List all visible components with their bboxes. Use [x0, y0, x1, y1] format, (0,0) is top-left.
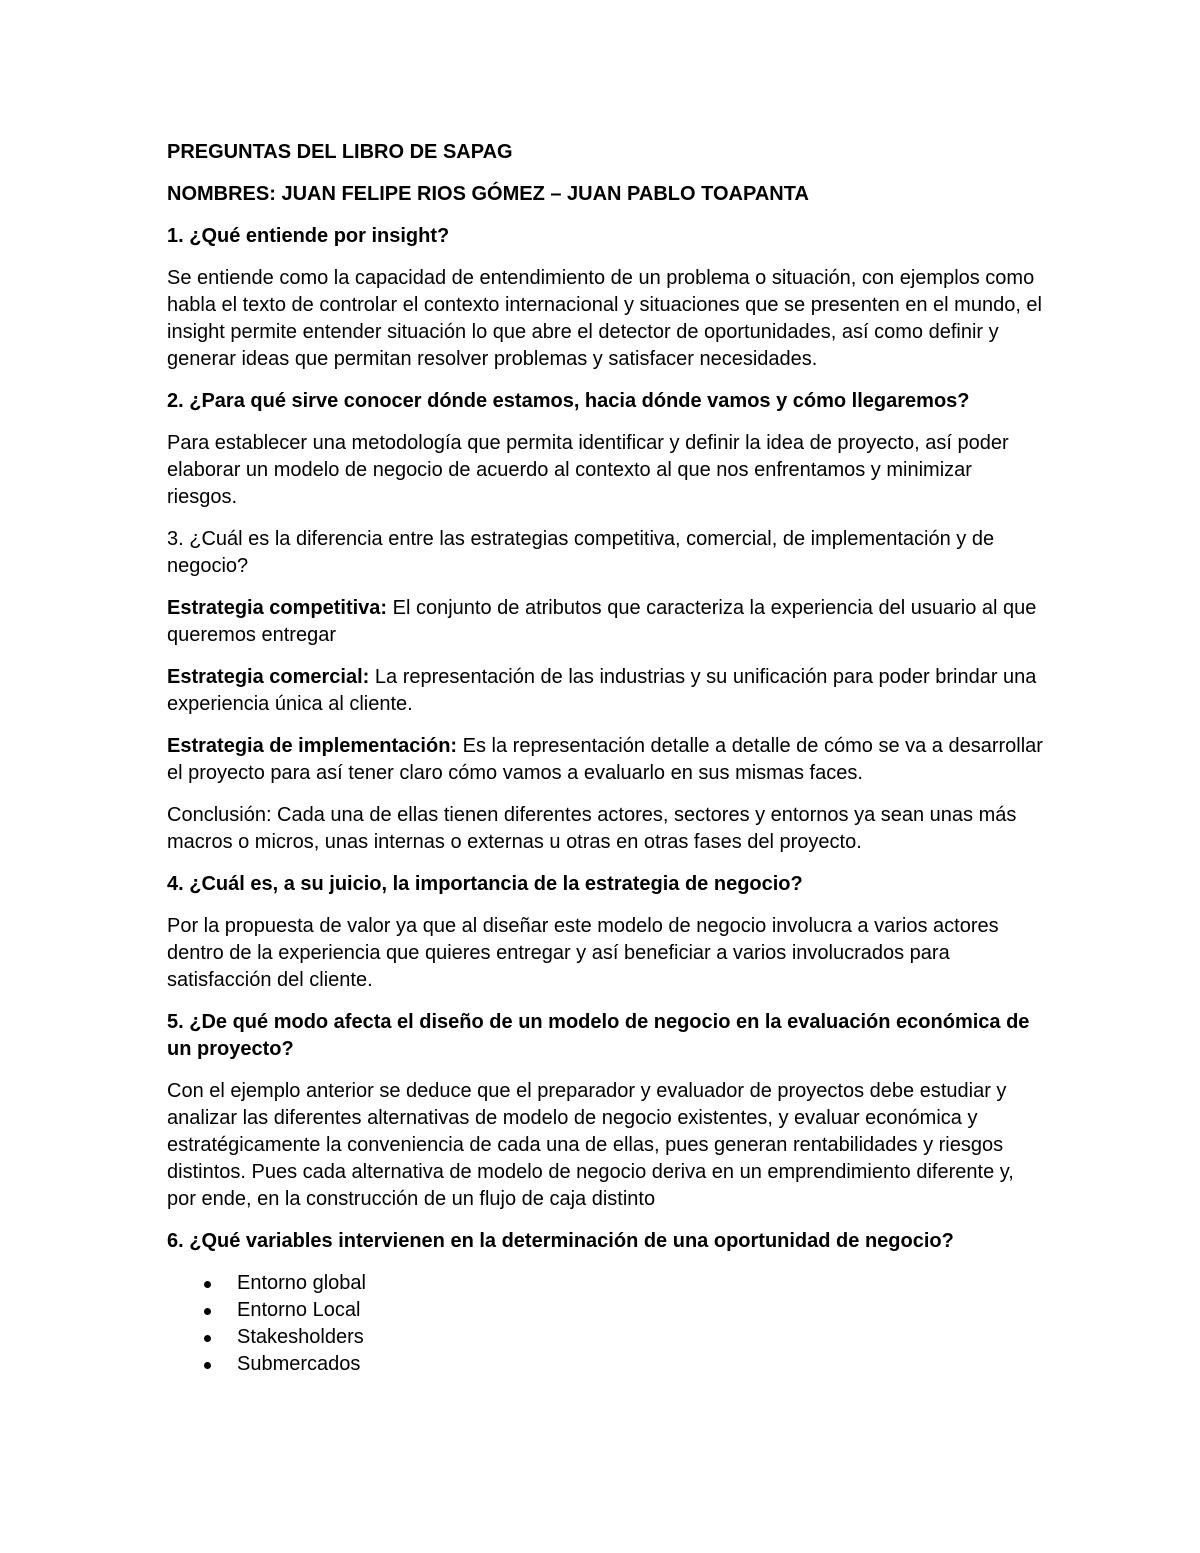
strategy-commercial: [167, 664, 1047, 718]
question-3: 3. ¿Cuál es la diferencia entre las estrategias competitiva, comercial, de implementación y de negocio?: [167, 528, 995, 577]
strategy-text: El conjunto de atributos que caracteriza la experiencia del usuario al que queremos entregar: [167, 597, 1037, 646]
strategy-competitive: [167, 595, 1047, 649]
question-2: 2. ¿Para qué sirve conocer dónde estamos, hacia dónde vamos y cómo llegaremos?: [167, 390, 970, 412]
bullet-icon: [204, 1362, 211, 1369]
list-item: [167, 1324, 1047, 1351]
conclusion: Conclusión: Cada una de ellas tienen diferentes actores, sectores y entornos ya sean unas más macros o micros, unas internas o externas u otras en otras fases del proyecto.: [167, 804, 1017, 853]
strategy-label: Estrategia comercial:: [167, 666, 370, 688]
list-item-text: Stakesholders: [237, 1326, 364, 1348]
strategy-label: Estrategia competitiva:: [167, 597, 388, 619]
strategy-text: Es la representación detalle a detalle de cómo se va a desarrollar el proyecto para así tener claro cómo vamos a evaluarlo en sus mismas faces.: [167, 735, 1043, 784]
question-6: 6. ¿Qué variables intervienen en la determinación de una oportunidad de negocio?: [167, 1230, 954, 1252]
answer-5: Con el ejemplo anterior se deduce que el preparador y evaluador de proyectos debe estudiar y analizar las diferentes alternativas de modelo de negocio existentes, y evaluar económica y estratégicamente la conveniencia de cada una de ellas, pues generan rentabilidades y riesgos distintos. Pues cada alternativa de modelo de negocio deriva en un emprendimiento diferente y, por ende, en la construcción de un flujo de caja distinto: [167, 1080, 1014, 1210]
list-item-text: Submercados: [237, 1353, 361, 1375]
list-item-text: Entorno Local: [237, 1299, 361, 1321]
list-item: [167, 1297, 1047, 1324]
answer-1: Se entiende como la capacidad de entendimiento de un problema o situación, con ejemplos como habla el texto de controlar el contexto internacional y situaciones que se presenten en el mundo, el insight permite entender situación lo que abre el detector de oportunidades, así como definir y generar ideas que permitan resolver problemas y satisfacer necesidades.: [167, 267, 1042, 370]
bullet-icon: [204, 1308, 211, 1315]
bullet-icon: [204, 1335, 211, 1342]
author-names: NOMBRES: JUAN FELIPE RIOS GÓMEZ – JUAN PABLO TOAPANTA: [167, 183, 809, 205]
strategy-text: La representación de las industrias y su unificación para poder brindar una experiencia única al cliente.: [167, 666, 1037, 715]
strategy-implementation: [167, 733, 1047, 787]
question-4: 4. ¿Cuál es, a su juicio, la importancia de la estrategia de negocio?: [167, 873, 803, 895]
list-item-text: Entorno global: [237, 1272, 366, 1294]
document-title: PREGUNTAS DEL LIBRO DE SAPAG: [167, 141, 513, 163]
list-item: [167, 1270, 1047, 1297]
document-page: [167, 139, 1047, 1378]
answer-2: Para establecer una metodología que permita identificar y definir la idea de proyecto, así poder elaborar un modelo de negocio de acuerdo al contexto al que nos enfrentamos y minimizar riesgos.: [167, 432, 1009, 508]
bullet-icon: [204, 1281, 211, 1288]
question-1: 1. ¿Qué entiende por insight?: [167, 225, 450, 247]
answer-4: Por la propuesta de valor ya que al diseñar este modelo de negocio involucra a varios actores dentro de la experiencia que quieres entregar y así beneficiar a varios involucrados para satisfacción del cliente.: [167, 915, 999, 991]
strategy-label: Estrategia de implementación:: [167, 735, 458, 757]
variables-list: [167, 1270, 1047, 1378]
question-5: 5. ¿De qué modo afecta el diseño de un modelo de negocio en la evaluación económica de un proyecto?: [167, 1011, 1030, 1060]
list-item: [167, 1351, 1047, 1378]
